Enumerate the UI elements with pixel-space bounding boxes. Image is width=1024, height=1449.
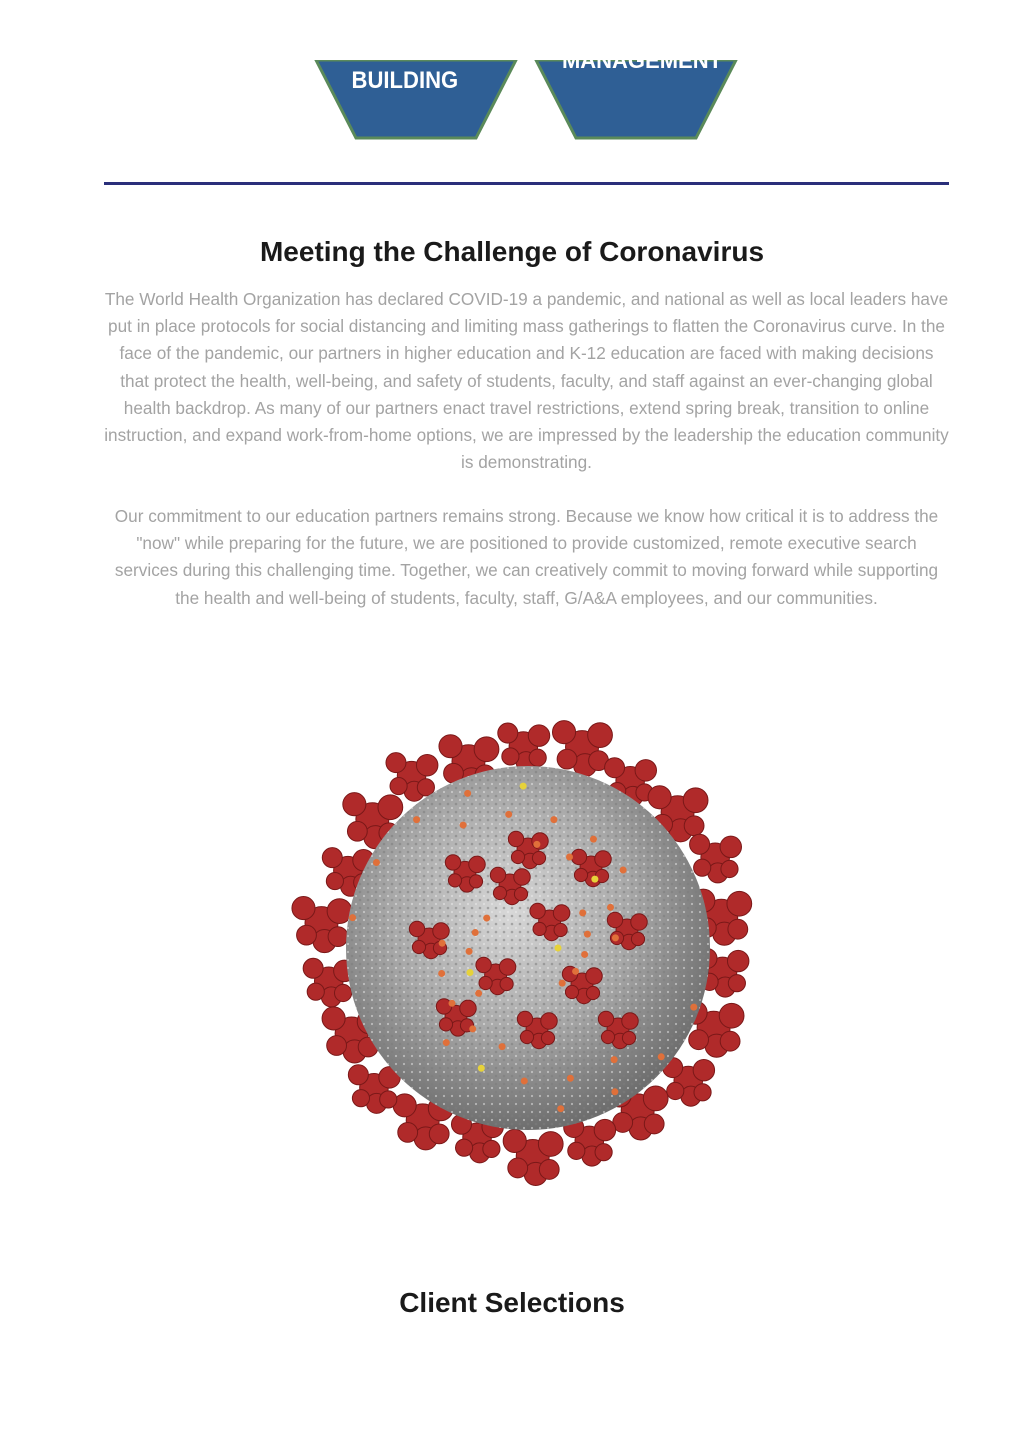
surface-protein-dot — [590, 836, 597, 843]
spike-protein — [690, 834, 742, 883]
surface-protein-dot — [584, 931, 591, 938]
surface-protein-dot — [555, 945, 562, 952]
spike-protein — [503, 1129, 563, 1185]
surface-protein-dot — [559, 980, 566, 987]
section-divider — [104, 182, 949, 185]
spike-protein — [292, 897, 352, 953]
surface-protein-dot — [413, 816, 420, 823]
surface-protein-dot — [472, 929, 479, 936]
spike-protein — [663, 1058, 715, 1107]
spike-protein — [498, 723, 550, 772]
client-selections-title: Client Selections — [399, 1287, 625, 1318]
surface-protein-dot — [448, 1000, 455, 1007]
surface-protein-dot — [607, 904, 614, 911]
surface-protein-dot — [611, 1056, 618, 1063]
surface-protein-dot — [579, 909, 586, 916]
surface-protein-dot — [373, 859, 380, 866]
covid-paragraph-2: Our commitment to our education partners remains strong. Because we know how critical it is to address the "now" while preparing for the future, we are positioned to provide customized, remote executive search services during this challenging time. Together, we can creatively commit to moving forward while supporting the health and well-being of students, faculty, staff, G/A&A employees, and our communities. — [114, 506, 939, 608]
surface-protein-dot — [439, 940, 446, 947]
surface-protein-dot — [567, 1075, 574, 1082]
surface-protein-dot — [438, 970, 445, 977]
surface-protein-dot — [581, 951, 588, 958]
surface-protein-dot — [611, 1088, 618, 1095]
building-label: BUILDING — [351, 66, 459, 94]
surface-protein-dot — [483, 915, 490, 922]
surface-protein-dot — [521, 1077, 528, 1084]
banner-graphics — [300, 60, 760, 142]
surface-protein-dot — [566, 854, 573, 861]
surface-protein-dot — [533, 841, 540, 848]
surface-protein-dot — [550, 816, 557, 823]
surface-protein-dot — [690, 1004, 697, 1011]
surface-protein-dot — [658, 1053, 665, 1060]
hexagon-tiles-image — [300, 60, 760, 142]
coronavirus-image — [286, 706, 770, 1190]
surface-protein-dot — [620, 867, 627, 874]
virus-surface-texture — [346, 766, 710, 1130]
surface-protein-dot — [460, 822, 467, 829]
surface-protein-dot — [469, 1025, 476, 1032]
surface-protein-dot — [443, 1039, 450, 1046]
surface-protein-dot — [475, 990, 482, 997]
surface-protein-dot — [466, 969, 473, 976]
spike-protein — [564, 1117, 616, 1166]
spike-protein — [386, 753, 438, 802]
covid-section-title: Meeting the Challenge of Coronavirus — [259, 236, 765, 267]
surface-protein-dot — [464, 790, 471, 797]
management-label: MANAGEMENT — [561, 60, 723, 73]
coronavirus-illustration — [286, 706, 770, 1190]
surface-protein-dot — [466, 948, 473, 955]
surface-protein-dot — [572, 968, 579, 975]
spike-protein — [552, 721, 612, 777]
surface-protein-dot — [520, 783, 527, 790]
surface-protein-dot — [478, 1065, 485, 1072]
surface-protein-dot — [591, 876, 598, 883]
surface-protein-dot — [499, 1043, 506, 1050]
spike-protein — [348, 1065, 400, 1114]
surface-protein-dot — [612, 934, 619, 941]
surface-protein-dot — [349, 914, 356, 921]
covid-paragraph-1: The World Health Organization has declared COVID-19 a pandemic, and national as well as local leaders have put in place protocols for social distancing and limiting mass gatherings to flatten the Coronavirus curve. In the face of the pandemic, our partners in higher education and K-12 education are faced with making decisions that protect the health, well-being, and safety of students, faculty, and staff against an ever-changing global health backdrop. As many of our partners enact travel restrictions, extend spring break, transition to online instruction, and expand work-from-home options, we are impressed by the leadership the education community is demonstrating. — [104, 289, 949, 473]
surface-protein-dot — [557, 1105, 564, 1112]
surface-protein-dot — [505, 811, 512, 818]
